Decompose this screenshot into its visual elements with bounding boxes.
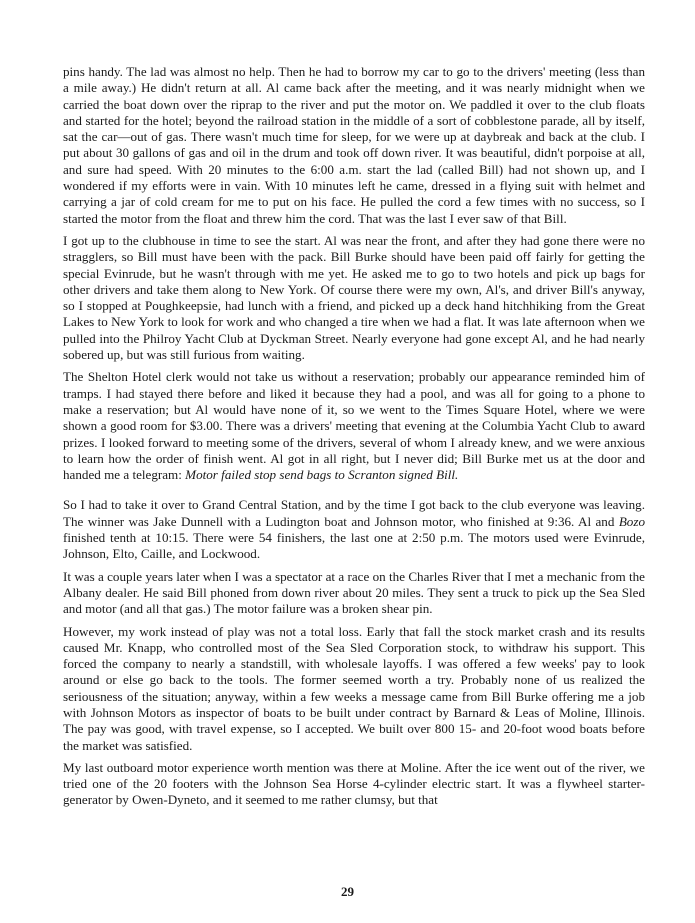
paragraph-1-text: pins handy. The lad was almost no help. Then he had to borrow my car to go to the drivers' meeting (less than a mile away.) He didn't return at all. Al came back after the meeting, and it was nearly midnight when we carried the boat down over the riprap to the river and put the motor on. We paddled it over to the club floats and started for the hotel; beyond the railroad station in the middle of a sort of cobblestone parade, all by itself, sat the car—out of gas. There wasn't much time for sleep, for we were up at daybreak and back at the club. I put about 30 gallons of gas and oil in the drum and took off down river. It was beautiful, didn't porpoise at all, and sure had speed. With 20 minutes to the 6:00 a.m. start the lad (called Bill) had not shown up, and I wondered if my efforts were in vain. With 10 minutes left he came, dressed in a flying suit with helmet and carrying a jar of cold cream for me to put on his face. He pulled the cord a few times with no success, so I started the motor from the float and threw him the cord. That was the last I ever saw of that Bill. [63,64,645,226]
paragraph-3-text: The Shelton Hotel clerk would not take us without a reservation; probably our appearance reminded him of tramps. I had stayed there before and liked it because they had a pool, and was all for going to a phone to make a reservation; but Al would have none of it, so we went to the Times Square Hotel, where we were shown a good room for $3.00. There was a drivers' meeting that evening at the Columbia Yacht Club to award prizes. I looked forward to meeting some of the drivers, several of whom I already knew, and we were anxious to learn how the order of finish went. Al got in all right, but I never did; Bill Burke met us at the door and handed me a telegram: [63,369,645,483]
paragraph-5 [63,569,645,618]
paragraph-6 [63,624,645,754]
page-number: 29 [341,884,354,899]
boat-name: Bozo [618,513,645,529]
paragraph-7-text: My last outboard motor experience worth mention was there at Moline. After the ice went out of the river, we tried one of the 20 footers with the Johnson Sea Horse 4-cylinder electric start. It was a flywheel starter-generator by Owen-Dyneto, and it seemed to me rather clumsy, but that [63,759,645,808]
telegram-text: Motor failed stop send bags to Scranton signed Bill. [185,467,459,483]
paragraph-1 [63,64,645,227]
paragraph-3 [63,369,645,483]
paragraph-4-tail: finished tenth at 10:15. There were 54 finishers, the last one at 2:50 p.m. The motors used were Evinrude, Johnson, Elto, Caille, and Lockwood. [63,530,645,562]
paragraph-2-text: I got up to the clubhouse in time to see the start. Al was near the front, and after they had gone there were no stragglers, so Bill must have been with the pack. Bill Burke should have been paid off fairly for getting the special Evinrude, but he wasn't through with me yet. He asked me to go to two hotels and pick up bags for other drivers and take them along to New York. Of course there were my own, Al's, and driver Bill's anyway, so I stopped at Poughkeepsie, had lunch with a friend, and picked up a deck hand hitchhiking from the Great Lakes to New York to look for work and who changed a tire when we had a flat. It was late afternoon when we pulled into the Philroy Yacht Club at Dyckman Street. Nearly everyone had gone except Al, and he had nearly sobered up, but was still furious from waiting. [63,232,645,363]
paragraph-4 [63,497,645,562]
paragraph-5-text: It was a couple years later when I was a spectator at a race on the Charles River that I met a mechanic from the Albany dealer. He said Bill phoned from down river about 20 miles. They sent a truck to pick up the Sea Sled and motor (and all that gas.) The motor failure was a broken shear pin. [63,568,645,617]
paragraph-2 [63,233,645,363]
page-body [63,64,645,815]
paragraph-4-text: So I had to take it over to Grand Central Station, and by the time I got back to the club everyone was leaving. The winner was Jake Dunnell with a Ludington boat and Johnson motor, who finished at 9:36. Al and [63,497,645,529]
paragraph-6-text: However, my work instead of play was not a total loss. Early that fall the stock market crash and its results caused Mr. Knapp, who controlled most of the Sea Sled Corporation stock, to withdraw his support. This forced the company to nearly a standstill, with wholesale layoffs. I was offered a few weeks' pay to look around or else go back to the tools. The former seemed worth a try. Probably none of us realized the seriousness of the situation; anyway, within a few weeks a message came from Bill Burke offering me a job with Johnson Motors as inspector of boats to be built under contract by Barnard & Leas of Moline, Illinois. The pay was good, with travel expense, so I accepted. We built over 800 15- and 20-foot wood boats before the market was satisfied. [63,623,645,753]
paragraph-7 [63,760,645,809]
